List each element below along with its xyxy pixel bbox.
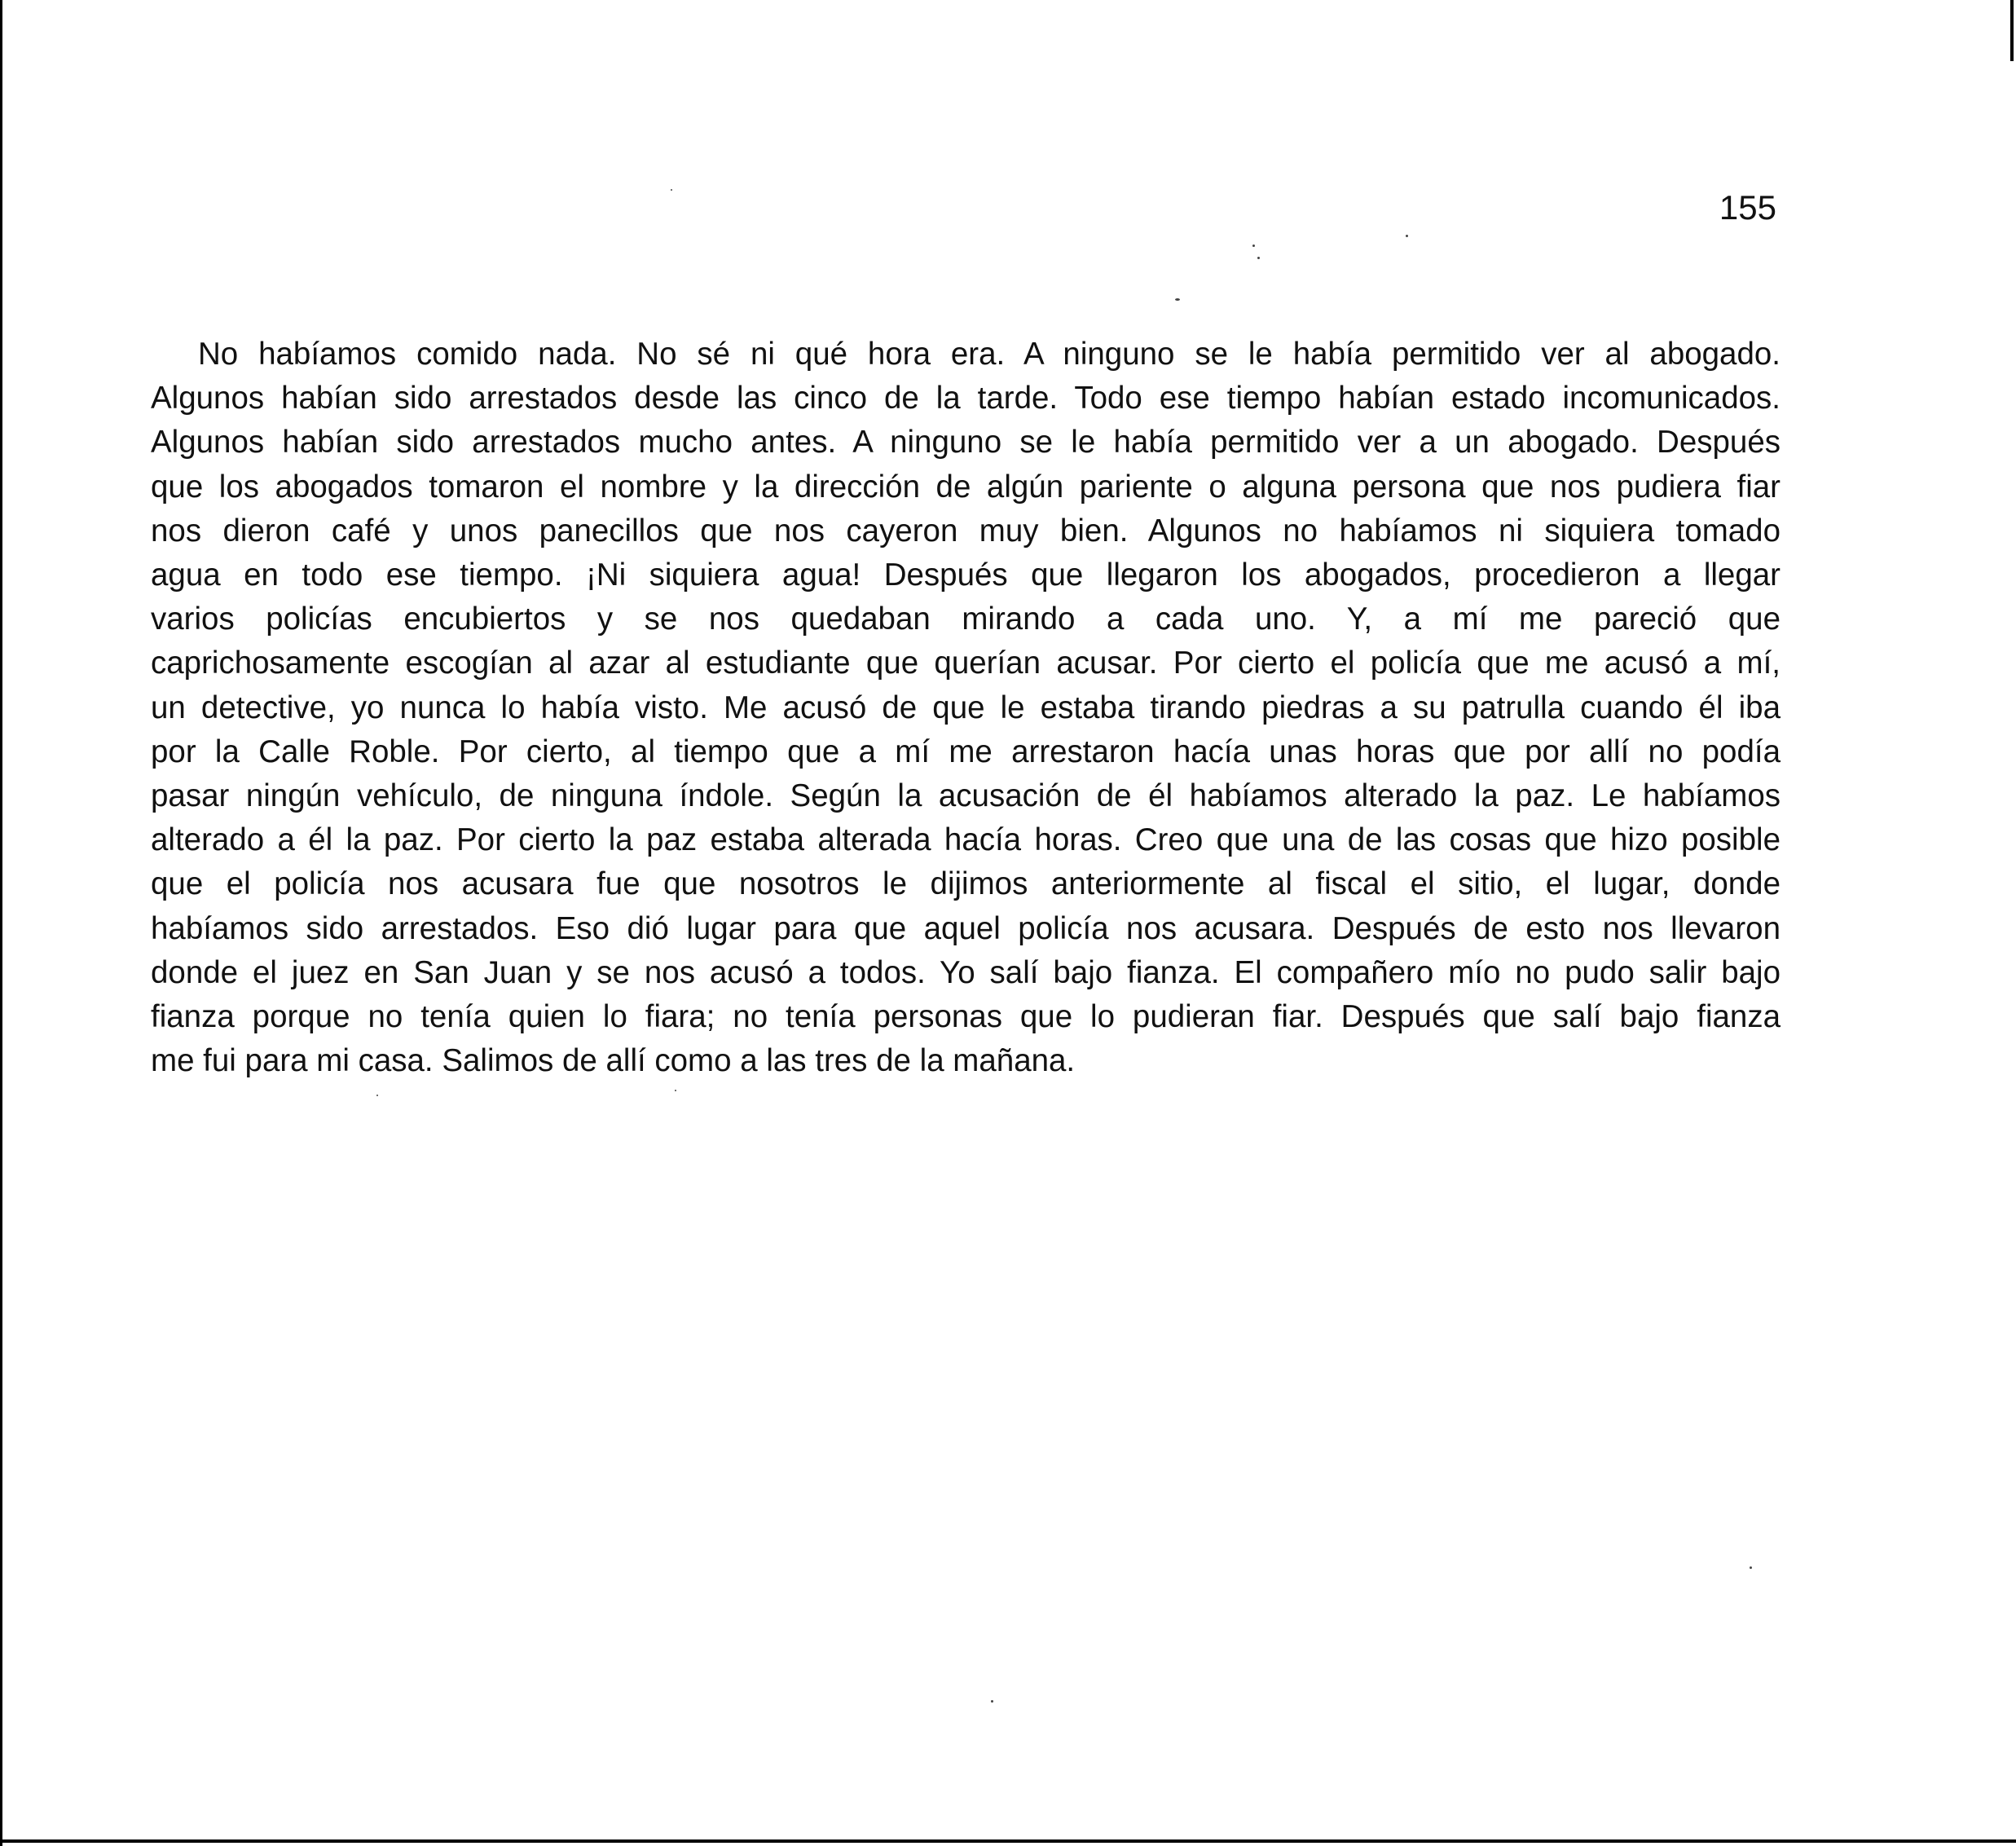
- text-line: fianza porque no tenía quien lo fiara; no tenía personas que lo pudieran fiar. Después que salí bajo fianza: [151, 999, 1781, 1035]
- scan-speck: [675, 1090, 676, 1091]
- text-line: que el policía nos acusara fue que nosotros le dijimos anteriormente al fiscal el sitio, el lugar, donde: [151, 866, 1781, 902]
- text-line: Algunos habían sido arrestados desde las cinco de la tarde. Todo ese tiempo habían estado incomunicados.: [151, 381, 1781, 416]
- text-line: caprichosamente escogían al azar al estudiante que querían acusar. Por cierto el policía que me acusó a mí,: [151, 645, 1781, 681]
- text-line: un detective, yo nunca lo había visto. Me acusó de que le estaba tirando piedras a su patrulla cuando él iba: [151, 689, 1781, 725]
- scan-bottom-edge: [0, 1839, 2016, 1843]
- text-line: Algunos habían sido arrestados mucho antes. A ninguno se le había permitido ver a un abogado. Después: [151, 425, 1781, 460]
- text-line: varios policías encubiertos y se nos quedaban mirando a cada uno. Y, a mí me pareció que: [151, 601, 1781, 637]
- text-line: nos dieron café y unos panecillos que nos cayeron muy bien. Algunos no habíamos ni siquiera tomado: [151, 513, 1781, 549]
- scan-speck: [1257, 257, 1260, 259]
- scan-right-edge-mark: [2010, 0, 2014, 61]
- text-line: agua en todo ese tiempo. ¡Ni siquiera agua! Después que llegaron los abogados, procedieron a llegar: [151, 557, 1781, 593]
- scan-speck: [1406, 235, 1408, 237]
- text-line: No habíamos comido nada. No sé ni qué hora era. A ninguno se le había permitido ver al abogado.: [198, 337, 1781, 372]
- scan-speck: [991, 1700, 993, 1703]
- text-line: alterado a él la paz. Por cierto la paz estaba alterada hacía horas. Creo que una de las cosas que hizo posible: [151, 822, 1781, 858]
- body-paragraph: [151, 333, 1781, 1083]
- text-line: por la Calle Roble. Por cierto, al tiempo que a mí me arrestaron hacía unas horas que por allí no podía: [151, 734, 1781, 769]
- text-line: que los abogados tomaron el nombre y la dirección de algún pariente o alguna persona que nos pudiera fiar: [151, 469, 1781, 504]
- scan-left-edge: [0, 0, 2, 1846]
- text-line: pasar ningún vehículo, de ninguna índole. Según la acusación de él habíamos alterado la paz. Le habíamos: [151, 778, 1781, 814]
- page-number: 155: [1719, 188, 1776, 227]
- scan-speck: [1175, 298, 1180, 301]
- text-line: habíamos sido arrestados. Eso dió lugar para que aquel policía nos acusara. Después de esto nos llevaron: [151, 910, 1781, 946]
- text-line: me fui para mi casa. Salimos de allí como a las tres de la mañana.: [151, 1043, 1076, 1079]
- scan-speck: [671, 189, 672, 191]
- scan-speck: [1252, 245, 1255, 247]
- scan-speck: [1750, 1566, 1752, 1569]
- text-line: donde el juez en San Juan y se nos acusó a todos. Yo salí bajo fianza. El compañero mío no pudo salir bajo: [151, 954, 1781, 990]
- scan-speck: [376, 1095, 378, 1096]
